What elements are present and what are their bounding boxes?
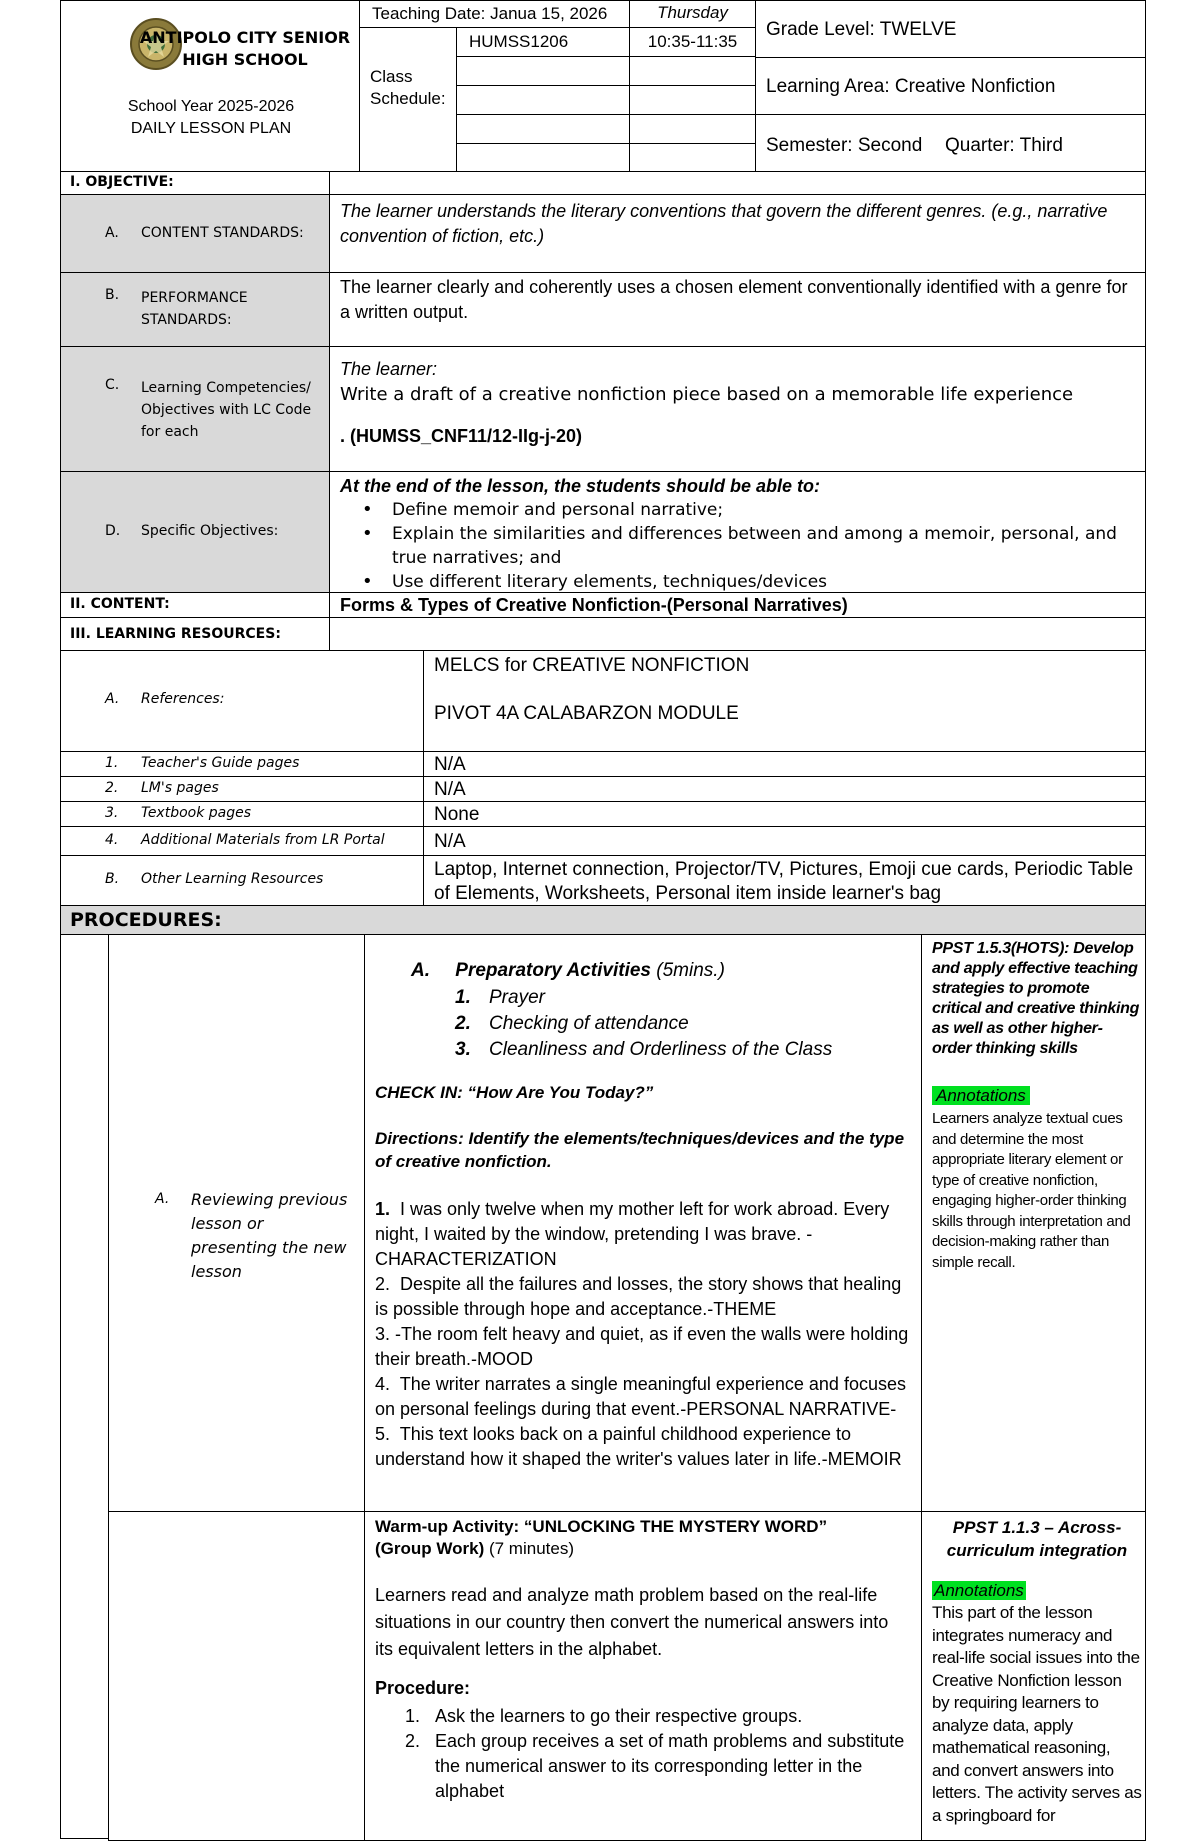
preparatory-activities: A. Preparatory Activities (5mins.) xyxy=(411,960,725,981)
warmup-title: Warm-up Activity: “UNLOCKING THE MYSTERY WORD” xyxy=(375,1517,828,1536)
time-cell: 10:35-11:35 xyxy=(629,27,756,57)
resource-row: 4. Additional Materials from LR Portal xyxy=(60,826,424,856)
ppst-2-note: This part of the lesson integrates numeracy and real-life social issues into the Creative Nonfiction lesson by requiring learners to analyze data, apply mathematical reasoning, and convert answers into letters. The activity serves as a springboard for xyxy=(932,1603,1142,1825)
list-item: 4. The writer narrates a single meaningful experience and focuses on personal feelings during that event.-PERSONAL NARRATIVE- xyxy=(375,1374,906,1419)
procedure-label: Procedure: xyxy=(375,1678,471,1698)
resource-row-value: N/A xyxy=(423,776,1146,802)
list-item: 2. Each group receives a set of math problems and substitute the numerical answer to its corresponding letter in the alphabet xyxy=(405,1731,905,1801)
list-item: 1. I was only twelve when my mother left for work abroad. Every night, I waited by the window, pretending I was brave. - CHARACTERIZATION xyxy=(375,1199,890,1269)
procedure-b-label-cell xyxy=(108,1511,365,1841)
prep-items xyxy=(455,985,832,1063)
procedure-a-ppst-cell xyxy=(921,934,1146,1512)
procedures-heading: PROCEDURES: xyxy=(60,905,1146,935)
list-item: 5. This text looks back on a painful childhood experience to understand how it shaped the writer's values later in life.-MEMOIR xyxy=(375,1424,902,1469)
list-item: 1. Ask the learners to go their respective groups. xyxy=(405,1706,803,1726)
teaching-date-cell: Teaching Date: Janua 15, 2026 xyxy=(359,0,630,28)
semester: Semester: Second xyxy=(766,135,923,156)
list-item: 3. -The room felt heavy and quiet, as if even the walls were holding their breath.-MOOD xyxy=(375,1324,909,1369)
other-resources-label-cell: B. Other Learning Resources xyxy=(60,855,424,906)
schedule-empty-cell xyxy=(456,85,630,115)
list-item: 1. Prayer xyxy=(455,987,545,1008)
school-name: ANTIPOLO CITY SENIOR HIGH SCHOOL xyxy=(139,28,351,69)
exercise-items xyxy=(375,1197,910,1472)
resource-row-value: None xyxy=(423,801,1146,827)
resource-row: 3. Textbook pages xyxy=(60,801,424,827)
competency-label-cell: C. Learning Competencies/ Objectives with LC Code for each xyxy=(60,346,330,472)
content-value-cell: Forms & Types of Creative Nonfiction-(Personal Narratives) xyxy=(329,592,1146,618)
list-item: • Define memoir and personal narrative; xyxy=(362,498,1145,522)
resource-row-value: N/A xyxy=(423,826,1146,856)
list-item: 2. Despite all the failures and losses, the story shows that healing is possible through hope and acceptance.-THEME xyxy=(375,1274,902,1319)
resources-heading-cell: III. LEARNING RESOURCES: xyxy=(60,617,330,651)
performance-label-cell: B. PERFORMANCE STANDARDS: xyxy=(60,272,330,347)
procedure-a-content-cell xyxy=(364,934,922,1512)
resources-heading-empty xyxy=(329,617,1146,651)
references-cell: MELCS for CREATIVE NONFICTION PIVOT 4A CALABARZON MODULE xyxy=(423,650,1146,752)
directions: Directions: Identify the elements/techniques/devices and the type of creative nonfiction. xyxy=(375,1129,905,1171)
schedule-empty-cell xyxy=(456,114,630,144)
schedule-empty-cell xyxy=(629,114,756,144)
content-standards-label-cell: A. CONTENT STANDARDS: xyxy=(60,194,330,273)
semester-quarter-cell xyxy=(755,114,1146,172)
schedule-empty-cell xyxy=(456,56,630,86)
schedule-empty-cell xyxy=(629,85,756,115)
procedure-b-ppst-cell xyxy=(921,1511,1146,1841)
list-item: 3. Cleanliness and Orderliness of the Class xyxy=(455,1039,833,1060)
content-heading-cell: II. CONTENT: xyxy=(60,592,330,618)
schedule-empty-cell xyxy=(629,56,756,86)
list-item: 2. Checking of attendance xyxy=(455,1013,689,1034)
resource-row: 1. Teacher's Guide pages xyxy=(60,751,424,777)
competency-cell: The learner: Write a draft of a creative nonfiction piece based on a memorable life experience . (HUMSS_CNF11/12-IIg-j-20) xyxy=(329,346,1146,472)
annotations-label: Annotations xyxy=(934,1581,1024,1600)
objective-heading: I. OBJECTIVE: xyxy=(60,171,1146,195)
other-resources-cell: Laptop, Internet connection, Projector/TV, Pictures, Emoji cue cards, Periodic Table of Elements, Worksheets, Personal item inside learner's bag xyxy=(423,855,1146,906)
procedures-margin-column xyxy=(60,934,109,1839)
schedule-empty-cell xyxy=(456,143,630,172)
specific-objectives-list xyxy=(342,498,1145,594)
ppst-1-title: PPST 1.5.3(HOTS): Develop and apply effective teaching strategies to promote critical and creative thinking as well as other higher-order thinking skills xyxy=(932,940,1140,1057)
section-cell: HUMSS1206 xyxy=(456,27,630,57)
ppst-1-note: Learners analyze textual cues and determine the most appropriate literary element or type of creative nonfiction, engaging higher-order thinking skills through interpretation and decision-making rather than simple recall. xyxy=(932,1110,1131,1271)
quarter: Quarter: Third xyxy=(945,135,1063,156)
list-item: • Use different literary elements, techniques/devices xyxy=(362,570,1145,594)
resource-row-value: N/A xyxy=(423,751,1146,777)
references-label-cell: A. References: xyxy=(60,650,424,752)
specific-label-cell: D. Specific Objectives: xyxy=(60,471,330,593)
check-in-title: CHECK IN: “How Are You Today?” xyxy=(375,1083,654,1102)
schedule-empty-cell xyxy=(629,143,756,172)
grade-level-cell: Grade Level: TWELVE xyxy=(755,0,1146,58)
content-standards-cell: The learner understands the literary conventions that govern the different genres. (e.g., narrative convention of fiction, etc.) xyxy=(329,194,1146,273)
specific-objectives-cell: At the end of the lesson, the students should be able to: • Define memoir and personal narrative; • Explain the similarities and differences between and among a memoir, personal, and true narratives; and • Use different literary elements, techniques/devices xyxy=(329,471,1146,593)
school-year: School Year 2025-2026 xyxy=(127,98,295,115)
class-schedule-label-cell: Class Schedule: xyxy=(359,27,457,172)
procedure-b-content-cell xyxy=(364,1511,922,1841)
annotations-label: Annotations xyxy=(932,1086,1030,1105)
procedure-a-label-cell: A. Reviewing previous lesson or presenting the new lesson xyxy=(108,934,365,1512)
warmup-description: Learners read and analyze math problem based on the real-life situations in our country then convert the numerical answers into its equivalent letters in the alphabet. xyxy=(375,1585,889,1659)
list-item: • Explain the similarities and differences between and among a memoir, personal, and true narratives; and xyxy=(362,522,1145,570)
ppst-2-title: PPST 1.1.3 – Across-curriculum integration xyxy=(946,1518,1128,1560)
warmup-subtitle: (Group Work) (7 minutes) xyxy=(375,1539,574,1558)
document-title: DAILY LESSON PLAN xyxy=(130,120,292,137)
procedure-steps xyxy=(405,1704,910,1804)
learning-area-cell: Learning Area: Creative Nonfiction xyxy=(755,57,1146,115)
performance-cell: The learner clearly and coherently uses a chosen element conventionally identified with a genre for a written output. xyxy=(329,272,1146,347)
header-school-cell xyxy=(60,0,360,172)
day-cell: Thursday xyxy=(629,0,756,28)
resource-row: 2. LM's pages xyxy=(60,776,424,802)
